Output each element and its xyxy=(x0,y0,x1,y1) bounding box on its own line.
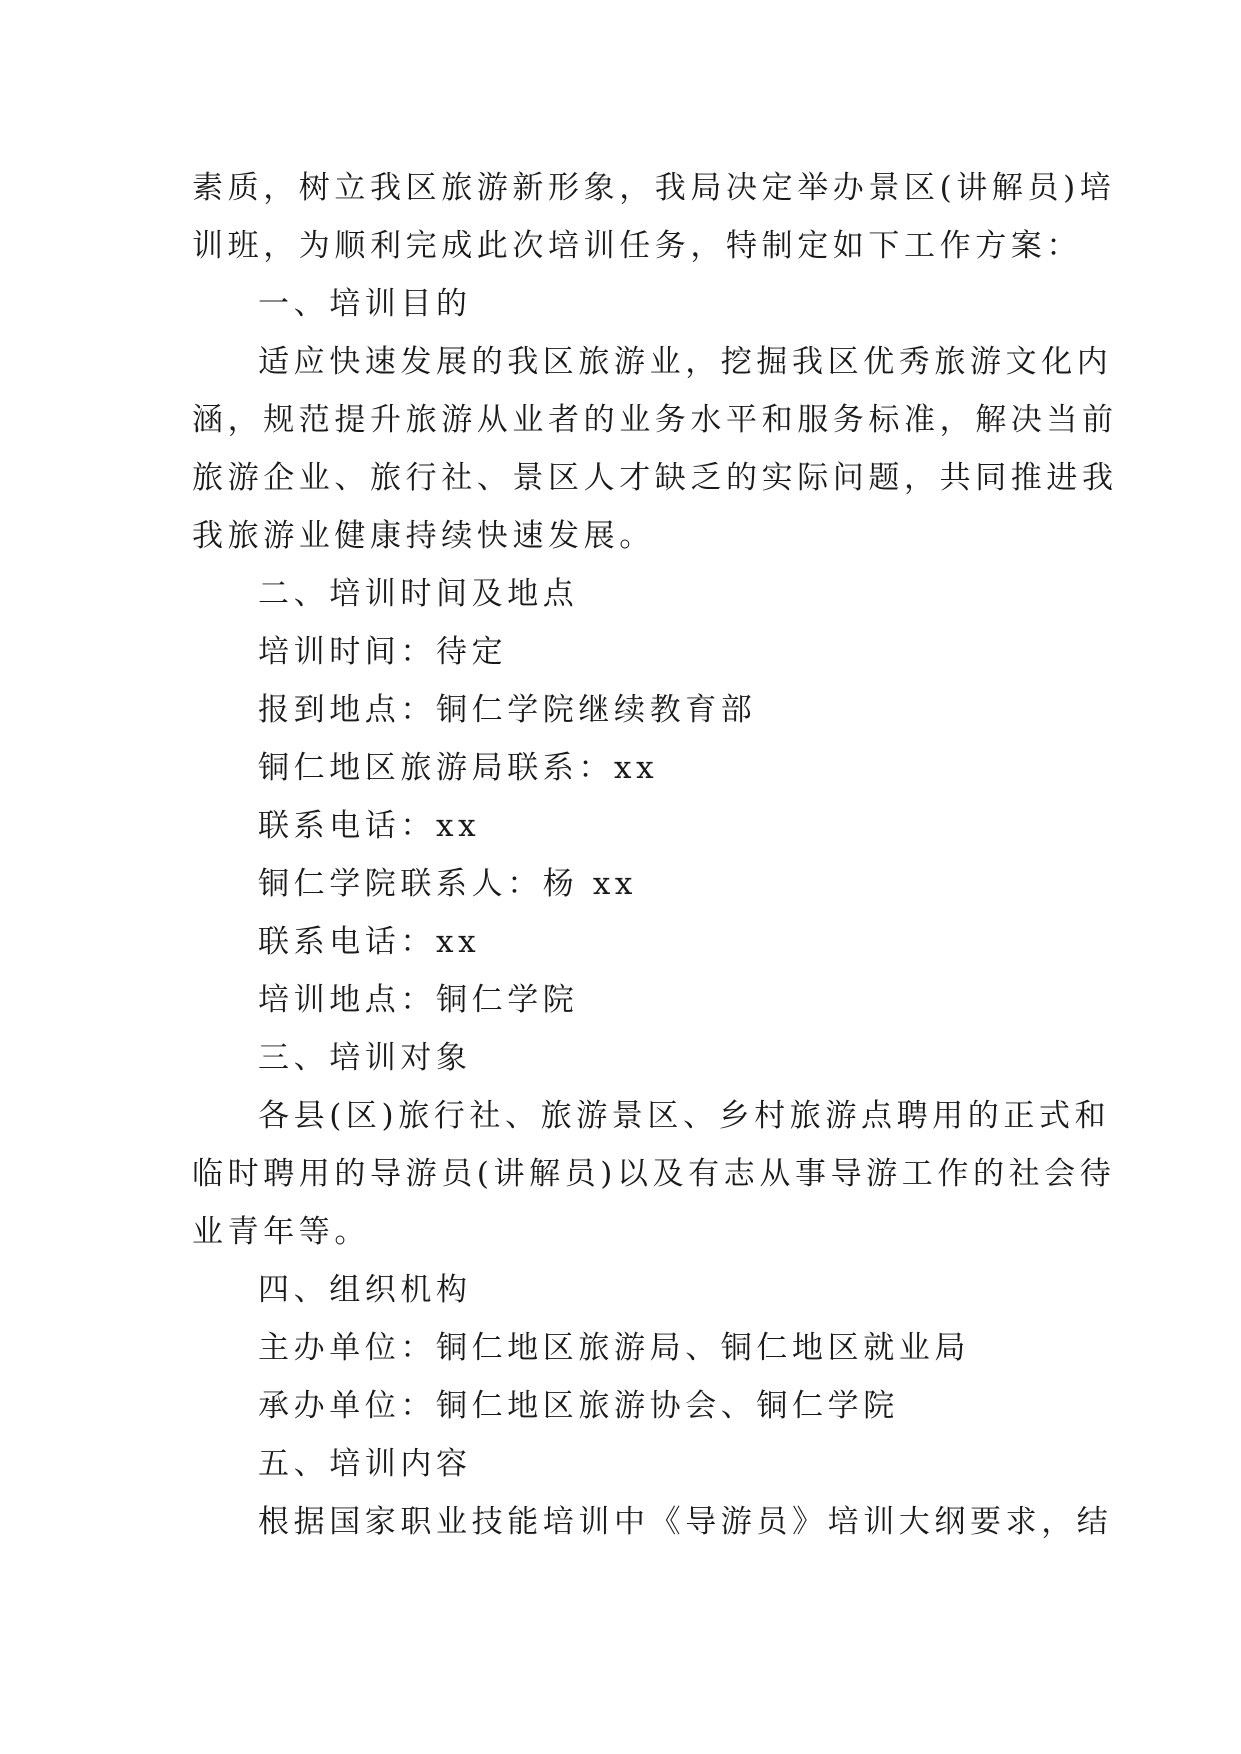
paragraph-line: 主办单位：铜仁地区旅游局、铜仁地区就业局 xyxy=(258,1330,970,1366)
paragraph-line: 联系电话：xx xyxy=(258,808,481,844)
paragraph-line: 联系电话：xx xyxy=(258,924,481,960)
paragraph-line: 铜仁地区旅游局联系：xx xyxy=(258,750,659,786)
paragraph-line: 培训地点：铜仁学院 xyxy=(258,982,579,1018)
paragraph-line: 素质，树立我区旅游新形象，我局决定举办景区(讲解员)培 xyxy=(192,170,1116,206)
paragraph-line: 临时聘用的导游员(讲解员)以及有志从事导游工作的社会待 xyxy=(192,1156,1116,1192)
paragraph-line: 训班，为顺利完成此次培训任务，特制定如下工作方案： xyxy=(192,228,1082,264)
paragraph-line: 承办单位：铜仁地区旅游协会、铜仁学院 xyxy=(258,1388,899,1424)
paragraph-line: 涵，规范提升旅游从业者的业务水平和服务标准，解决当前 xyxy=(192,402,1118,438)
paragraph-line: 培训时间：待定 xyxy=(258,634,508,670)
paragraph-line: 业青年等。 xyxy=(192,1214,370,1250)
paragraph-line: 我旅游业健康持续快速发展。 xyxy=(192,518,655,554)
section-heading: 五、培训内容 xyxy=(258,1446,472,1482)
paragraph-line: 根据国家职业技能培训中《导游员》培训大纲要求，结 xyxy=(258,1504,1113,1540)
section-heading: 二、培训时间及地点 xyxy=(258,576,579,612)
section-heading: 三、培训对象 xyxy=(258,1040,472,1076)
section-heading: 四、组织机构 xyxy=(258,1272,472,1308)
paragraph-line: 适应快速发展的我区旅游业，挖掘我区优秀旅游文化内 xyxy=(258,344,1113,380)
paragraph-line: 报到地点：铜仁学院继续教育部 xyxy=(258,692,757,728)
paragraph-line: 铜仁学院联系人：杨 xx xyxy=(258,866,638,902)
paragraph-line: 旅游企业、旅行社、景区人才缺乏的实际问题，共同推进我 xyxy=(192,460,1118,496)
section-heading: 一、培训目的 xyxy=(258,286,472,322)
paragraph-line: 各县(区)旅行社、旅游景区、乡村旅游点聘用的正式和 xyxy=(258,1098,1111,1134)
